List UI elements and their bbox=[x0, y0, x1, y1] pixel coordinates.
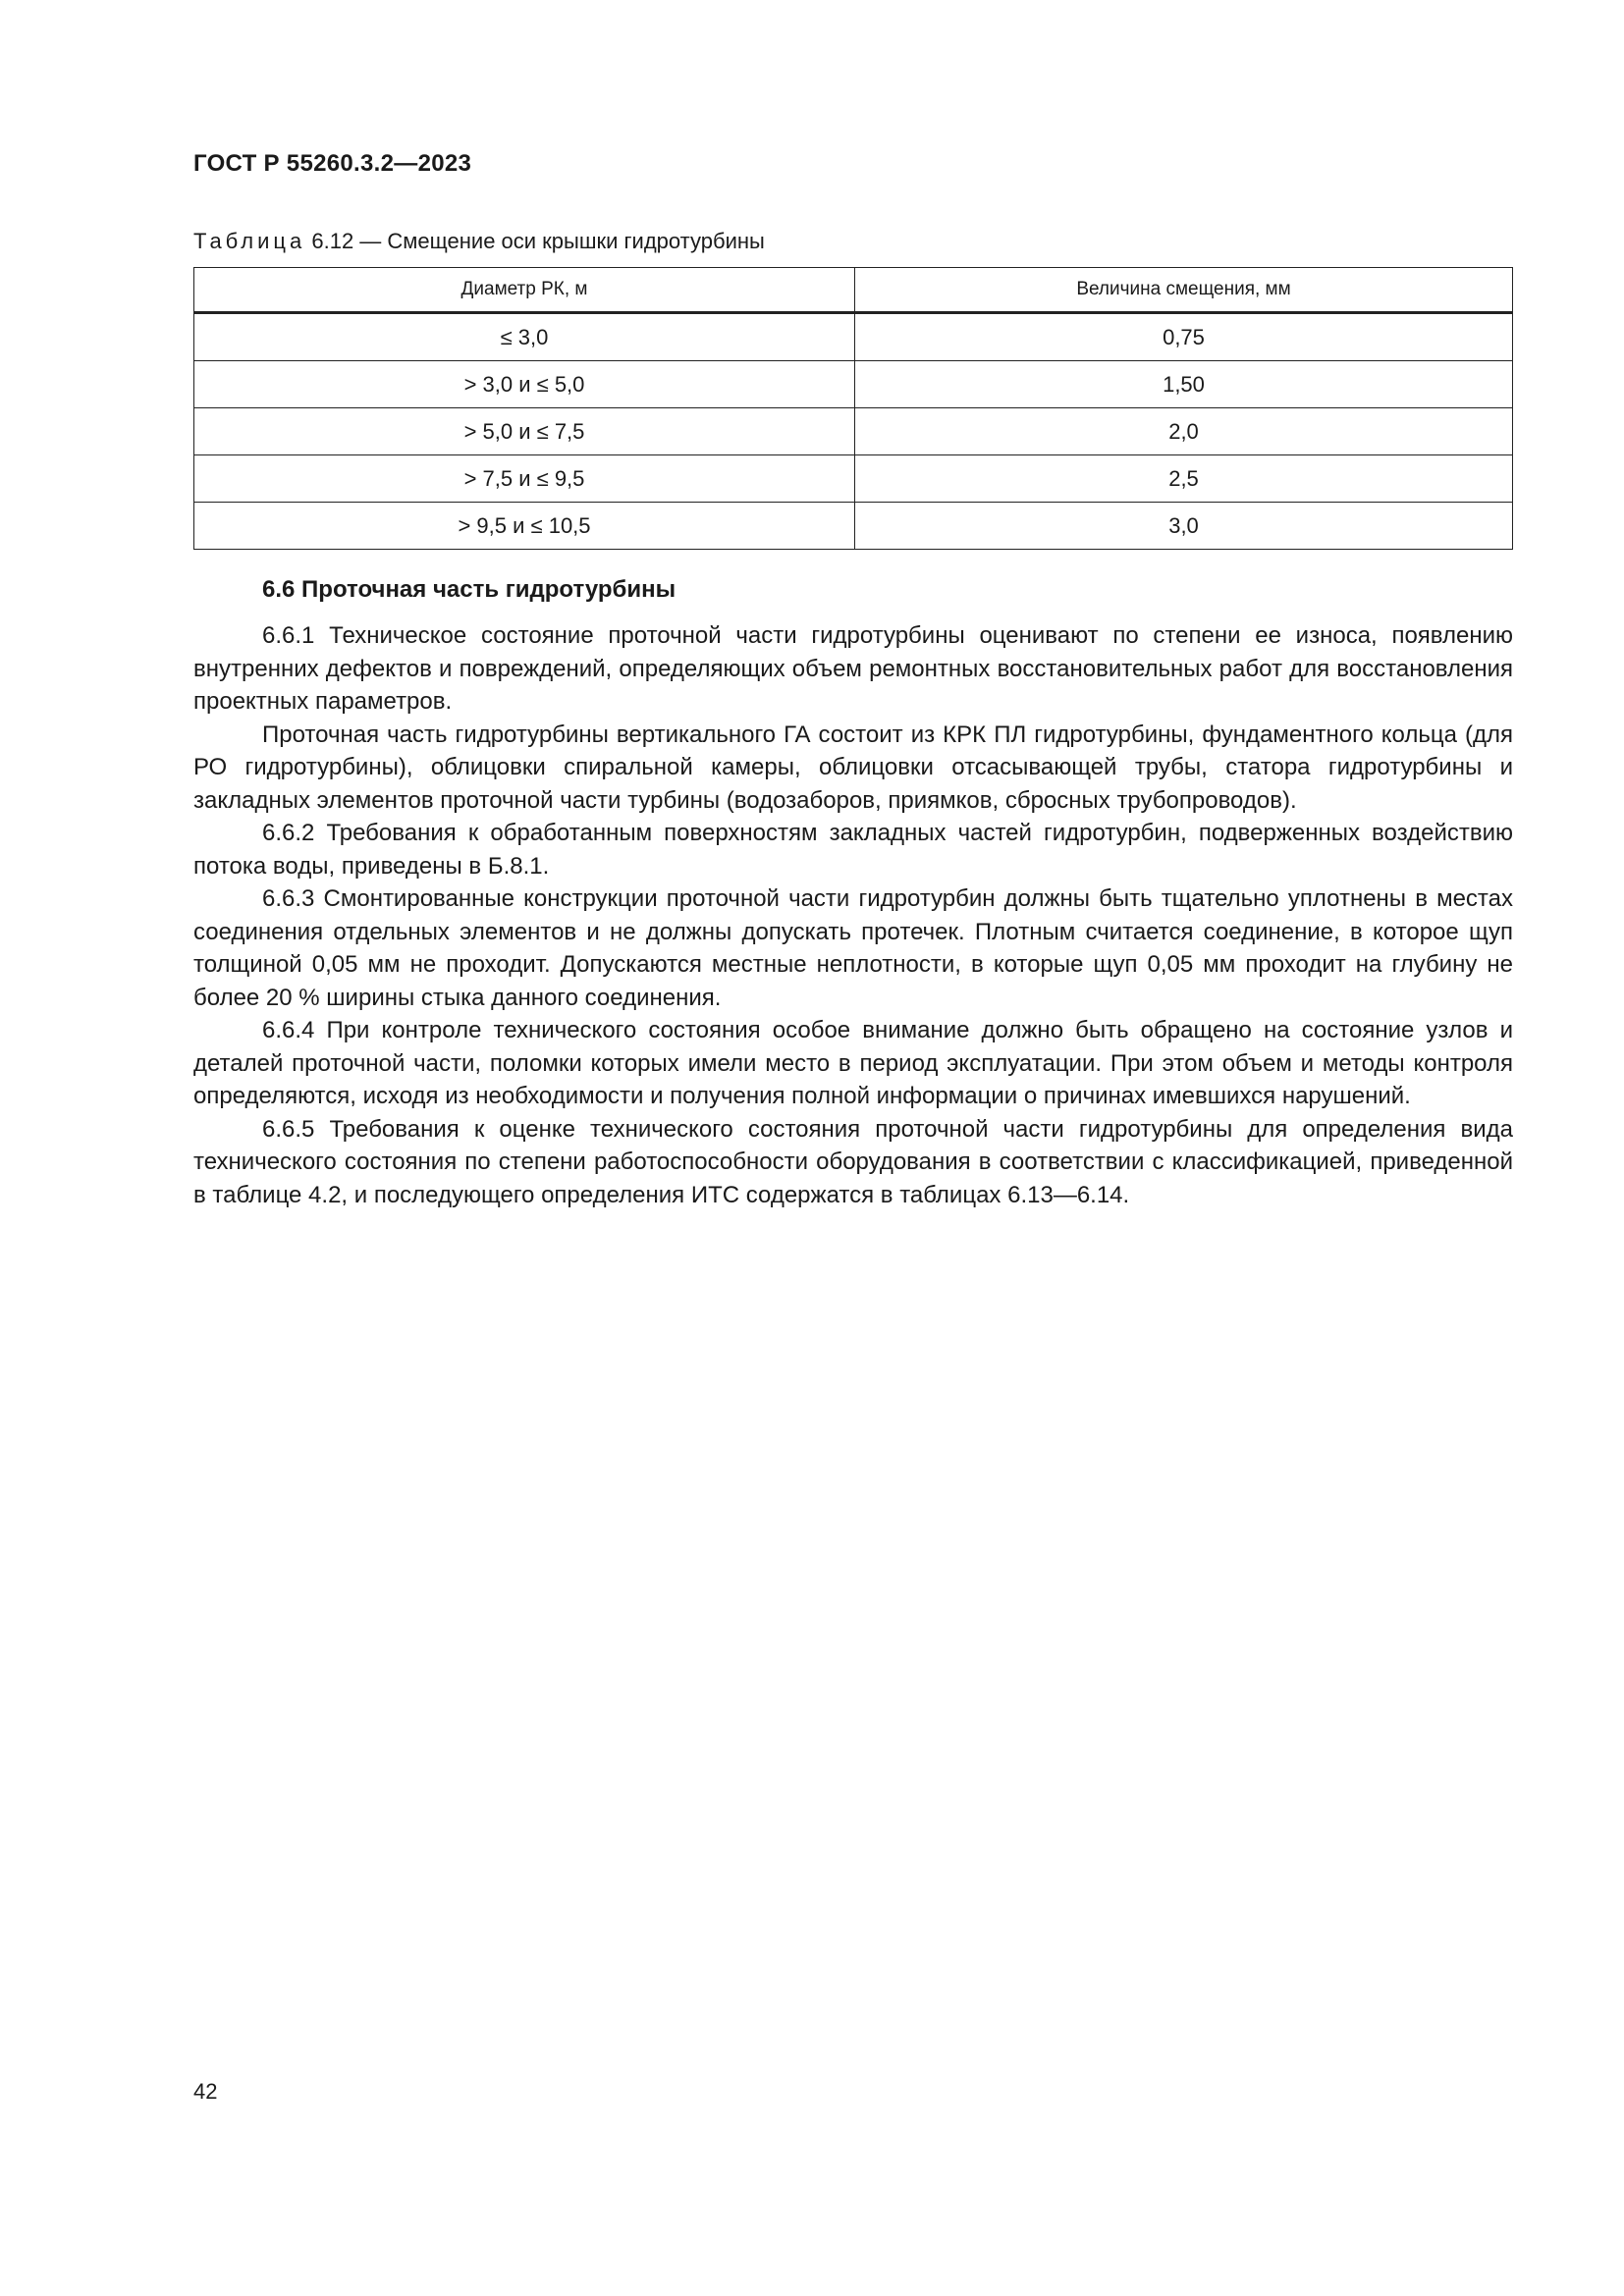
page-number: 42 bbox=[193, 2079, 218, 2104]
paragraph-6-6-2: 6.6.2 Требования к обработанным поверхностям закладных частей гидротурбин, подверженных воздействию потока воды, приведены в Б.8.1. bbox=[193, 820, 1513, 880]
table-row bbox=[194, 361, 1513, 408]
table-row bbox=[194, 408, 1513, 455]
paragraph-6-6-5: 6.6.5 Требования к оценке технического состояния проточной части гидротурбины для определения вида технического состояния по степени работоспособности оборудования в соответствии с классификацией, приведенной в таблице 4.2, и последующего определения ИТС содержатся в таблицах 6.13—6.14. bbox=[193, 1115, 1513, 1208]
table-row bbox=[194, 313, 1513, 361]
cell-diameter: > 9,5 и ≤ 10,5 bbox=[194, 503, 855, 550]
cell-diameter: > 3,0 и ≤ 5,0 bbox=[194, 361, 855, 408]
cell-offset: 2,0 bbox=[855, 408, 1513, 455]
cell-offset: 0,75 bbox=[855, 313, 1513, 361]
column-header-offset: Величина смещения, мм bbox=[855, 268, 1513, 313]
column-header-diameter: Диаметр РК, м bbox=[194, 268, 855, 313]
table-caption-word: Таблица bbox=[193, 229, 306, 253]
section-flow-path bbox=[193, 576, 1513, 1211]
table-row bbox=[194, 503, 1513, 550]
paragraph-6-6-1: 6.6.1 Техническое состояние проточной части гидротурбины оценивают по степени ее износа, появлению внутренних дефектов и повреждений, определяющих объем ремонтных восстановительных работ для восстановления проектных параметров. bbox=[193, 622, 1513, 715]
paragraph-flow-path-composition: Проточная часть гидротурбины вертикального ГА состоит из КРК ПЛ гидротурбины, фундаментного кольца (для РО гидротурбины), облицовки спиральной камеры, облицовки отсасывающей трубы, статора гидротурбины и закладных элементов проточной части турбины (водозаборов, приямков, сбросных трубопроводов). bbox=[193, 721, 1513, 814]
table-row bbox=[194, 455, 1513, 503]
table-header-row bbox=[194, 268, 1513, 313]
cell-offset: 2,5 bbox=[855, 455, 1513, 503]
paragraph-6-6-4: 6.6.4 При контроле технического состояния особое внимание должно быть обращено на состояние узлов и деталей проточной части, поломки которых имели место в период эксплуатации. При этом объем и методы контроля определяются, исходя из необходимости и получения полной информации о причинах имевшихся нарушений. bbox=[193, 1017, 1513, 1109]
cell-diameter: ≤ 3,0 bbox=[194, 313, 855, 361]
cell-offset: 3,0 bbox=[855, 503, 1513, 550]
cell-offset: 1,50 bbox=[855, 361, 1513, 408]
table-caption bbox=[193, 229, 765, 254]
cell-diameter: > 5,0 и ≤ 7,5 bbox=[194, 408, 855, 455]
document-code: ГОСТ Р 55260.3.2—2023 bbox=[193, 150, 472, 177]
section-title: 6.6 Проточная часть гидротурбины bbox=[262, 576, 677, 603]
offset-table bbox=[193, 267, 1513, 550]
paragraph-6-6-3: 6.6.3 Смонтированные конструкции проточной части гидротурбин должны быть тщательно уплотнены в местах соединения отдельных элементов и не должны допускать протечек. Плотным считается соединение, в которое щуп толщиной 0,05 мм не проходит. Допускаются местные неплотности, в которые щуп 0,05 мм проходит на глубину не более 20 % ширины стыка данного соединения. bbox=[193, 885, 1513, 1011]
cell-diameter: > 7,5 и ≤ 9,5 bbox=[194, 455, 855, 503]
table-caption-text: 6.12 — Смещение оси крышки гидротурбины bbox=[305, 229, 765, 253]
